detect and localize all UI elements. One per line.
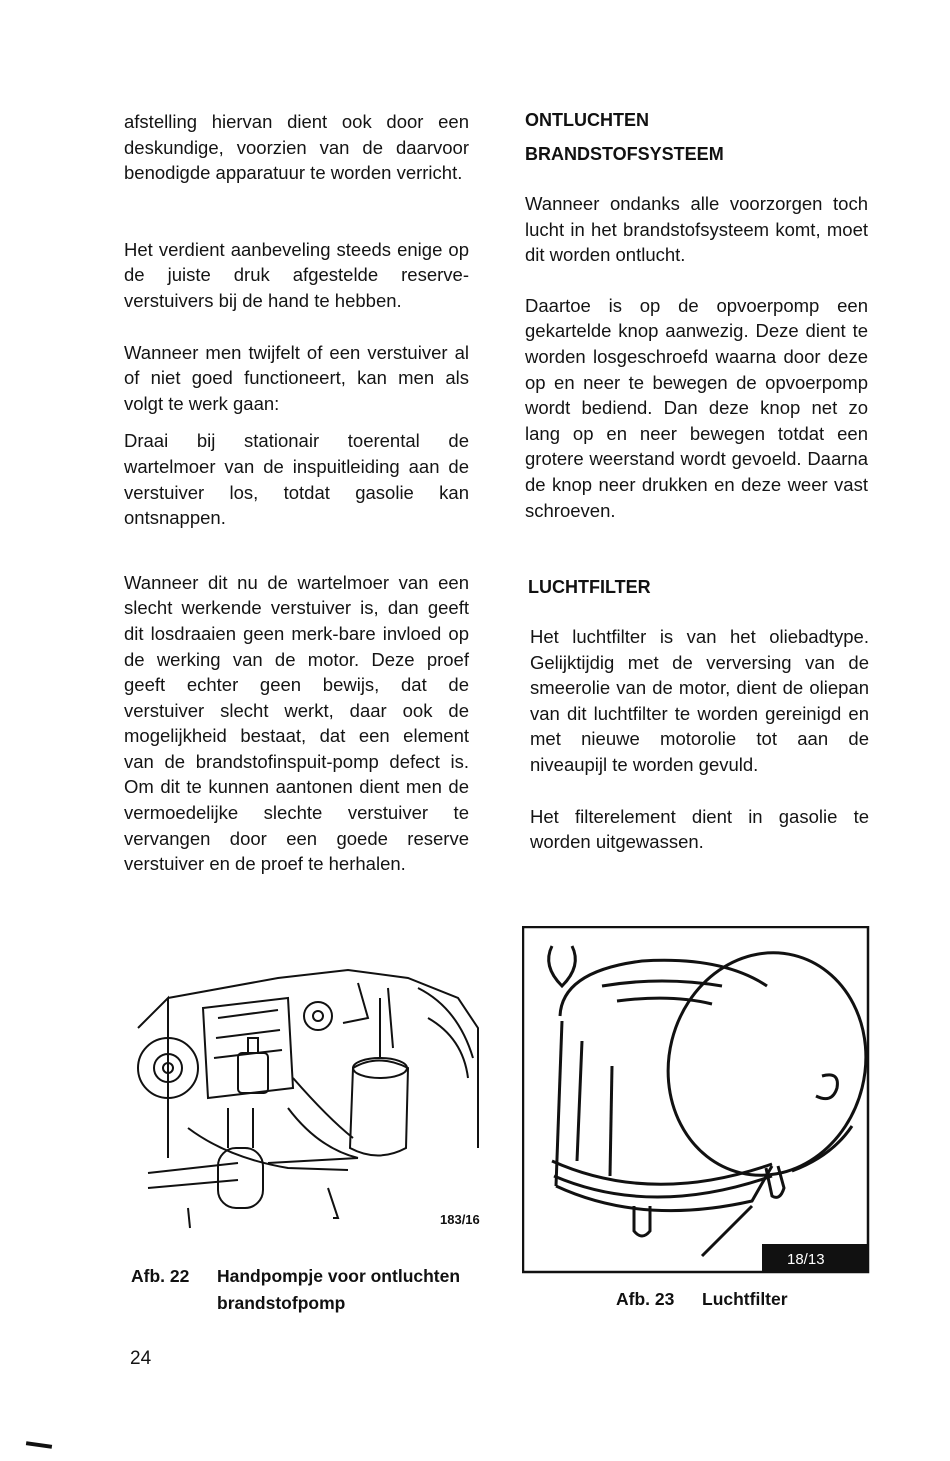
figure23-code: 18/13 [787, 1251, 825, 1268]
left-paragraph-2: Het verdient aanbeveling steeds enige op de juiste druk afgestelde reserve-verstuivers bij de hand te hebben. [124, 238, 469, 311]
right-paragraph-4: Het filterelement dient in gasolie te worden uitgewassen. [530, 805, 869, 853]
heading-ontluchten [525, 103, 724, 171]
left-paragraph-5: Wanneer dit nu de wartelmoer van een slecht werkende verstuiver is, dan geeft dit losdraaien geen merk-bare invloed op de werking van de motor. Deze proef geeft echter geen bewijs, dat de verstuiver slecht werkt, daar ook de mogelijkheid bestaat, dat een element van de brandstofinspuit-pomp defect is. Om dit te kunnen aantonen dient men de vermoedelijke slechte verstuiver te vervangen door een goede reserve verstuiver en de proef te herhalen. [124, 571, 469, 875]
left-paragraph-1: afstelling hiervan dient ook door een deskundige, voorzien van de daarvoor benodigde apparatuur te worden verricht. [124, 111, 469, 184]
figure23-caption-number: Afb. 23 [616, 1289, 675, 1309]
left-paragraph-3: Wanneer men twijfelt of een verstuiver al of niet goed functioneert, kan men als volgt te werk gaan: [124, 341, 469, 414]
air-filter-illustration [522, 926, 870, 1274]
figure22-code: 183/16 [440, 1212, 480, 1227]
heading-luchtfilter: LUCHTFILTER [528, 577, 651, 597]
page-number: 24 [130, 1348, 152, 1369]
engine-hand-pump-illustration [128, 958, 484, 1238]
figure22-caption-number: Afb. 22 [131, 1266, 190, 1286]
figure22-caption [131, 1263, 460, 1317]
right-paragraph-2: Daartoe is op de opvoerpomp een gekartelde knop aanwezig. Deze dient te worden losgeschroefd waarna door deze op en neer te bewegen de opvoerpomp wordt bediend. Dan deze knop net zo lang op en neer bewegen totdat een grotere weerstand wordt gevoeld. Daarna de knop neer drukken en deze weer vast schroeven. [525, 294, 868, 521]
heading-ontluchten-line2: BRANDSTOFSYSTEEM [525, 144, 724, 164]
figure22-caption-line2: brandstofpomp [217, 1293, 346, 1313]
heading-ontluchten-line1: ONTLUCHTEN [525, 110, 649, 130]
figure23-caption-text: Luchtfilter [702, 1289, 788, 1309]
right-paragraph-1: Wanneer ondanks alle voorzorgen toch lucht in het brandstofsysteem komt, moet dit worden ontlucht. [525, 193, 868, 266]
margin-mark [26, 1441, 52, 1449]
right-column-section2 [530, 624, 869, 855]
figure23-caption [616, 1286, 788, 1313]
figure22-caption-line1: Handpompje voor ontluchten [217, 1266, 461, 1286]
left-column [124, 109, 469, 877]
left-paragraph-4: Draai bij stationair toerental de wartelmoer van de inspuitleiding aan de verstuiver los, totdat gasolie kan ontsnappen. [124, 430, 469, 529]
right-column-section1 [525, 191, 868, 523]
right-paragraph-3: Het luchtfilter is van het oliebadtype. Gelijktijdig met de verversing van de smeerolie van de motor, dient de oliepan van dit luchtfilter te worden gereinigd en met nieuwe motorolie tot aan de niveaupijl te worden gevuld. [530, 626, 869, 775]
